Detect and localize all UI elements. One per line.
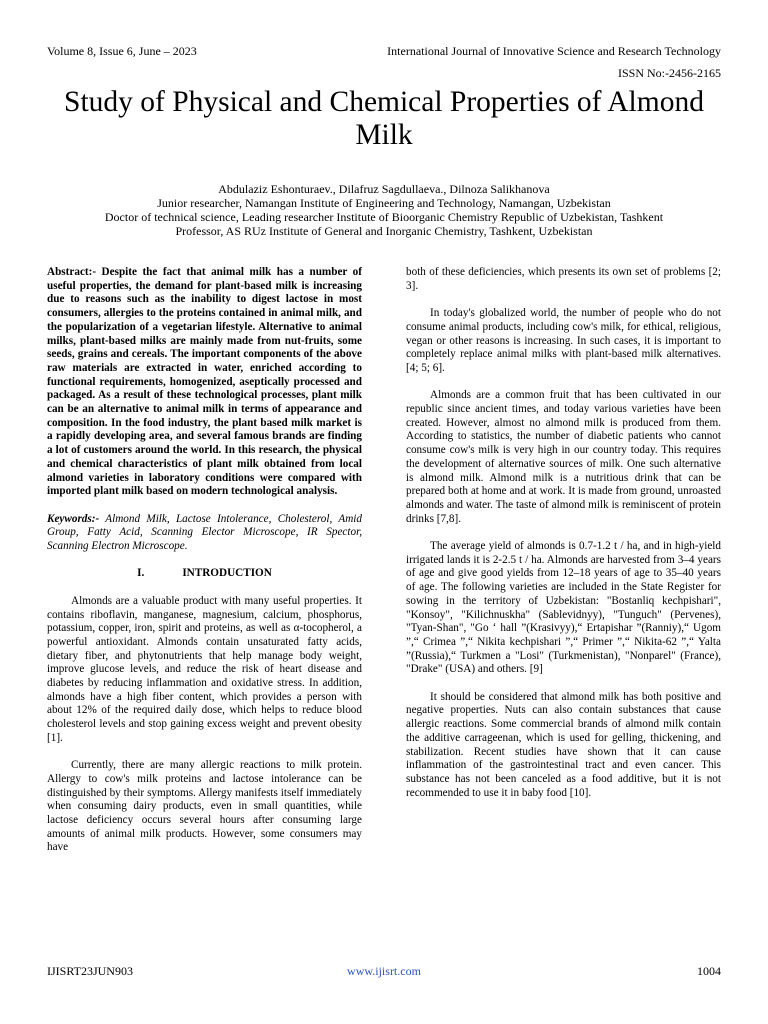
abstract: Abstract:- Despite the fact that animal milk has a number of useful properties, the demand for plant-based milk is increasing due to reasons such as the inability to digest lactose in most consumers, allergies to the proteins contained in animal milk, and the popularization of a vegetarian lifestyle. Alternative to animal milks, plant-based milks are mainly made from nut-fruits, some seeds, grains and cereals. The important components of the above raw materials are extracted in water, enriched according to functional requirements, homogenized, aseptically processed and packaged. As a result of these technological processes, plant milk can be an alternative to animal milk in terms of appearance and composition. In the food industry, the plant based milk market is a rapidly developing area, and several famous brands are finding a lot of customers around the world. In this research, the physical and chemical characteristics of plant milk obtained from local almond varieties in laboratory conditions were compared with imported plant milk based on modern technological analysis. — [47, 266, 362, 498]
keywords-label: Keywords:- — [47, 512, 100, 525]
issn: ISSN No:-2456-2165 — [617, 66, 721, 80]
paper-code: IJISRT23JUN903 — [47, 964, 133, 978]
keywords-text: Almond Milk, Lactose Intolerance, Cholesterol, Amid Group, Fatty Acid, Scanning Elector Microscope, IR Spector, Scanning Electron Microscope. — [47, 512, 362, 553]
affiliation-2: Doctor of technical science, Leading researcher Institute of Bioorganic Chemistry Republic of Uzbekistan, Tashkent — [104, 210, 664, 224]
right-column — [406, 266, 721, 814]
section-number: I. — [137, 567, 145, 580]
affiliation-1: Junior researcher, Namangan Institute of Engineering and Technology, Namangan, Uzbekistan — [157, 196, 611, 210]
paragraph: In today's globalized world, the number of people who do not consume animal products, including cow's milk, for ethical, religious, vegan or other reasons is increasing. In such cases, it is important to completely replace animal milks with plant-based milk alternatives. [4; 5; 6]. — [406, 307, 721, 374]
author-names: Abdulaziz Eshonturaev., Dilafruz Sagdullaeva., Dilnoza Salikhanova — [218, 182, 550, 196]
paragraph: The average yield of almonds is 0.7-1.2 t / ha, and in high-yield irrigated lands it is 2-2.5 t / ha. Almonds are harvested from 3–4 years of age and give good yields from 12–18 years of age to 35–40 years of age. The following varieties are included in the State Register for sowing in the territory of Uzbekistan: "Bostanliq kechpishari", "Konsoy", "Kilichnuskha" (Sablevidnyy), "Tunguch" (Pervenes), "Tyan-Shan", "Go ‘ hall ”(Krasivyy),“ Ertapishar ”(Ranniy),“ Ugom ”,“ Crimea ”,“ Nikita kechpishari ”,“ Primer ”,“ Nikita-62 ”,“ Yalta ”(Russia),“ Turkmen a "Losi" (Turkmenistan), "Nonparel" (France), "Drake" (USA) and others. [9] — [406, 540, 721, 676]
left-column — [47, 266, 362, 869]
keywords — [47, 513, 362, 554]
journal-name: International Journal of Innovative Science and Research Technology — [387, 44, 721, 58]
author-block — [40, 182, 728, 238]
website-link[interactable]: www.ijisrt.com — [347, 964, 421, 978]
paragraph: both of these deficiencies, which presents its own set of problems [2; 3]. — [406, 266, 721, 292]
section-heading — [47, 567, 362, 581]
paper-title: Study of Physical and Chemical Properties of Almond Milk — [64, 86, 704, 151]
page-number: 1004 — [697, 964, 721, 978]
paragraph: Almonds are a valuable product with many useful properties. It contains riboflavin, manganese, magnesium, calcium, phosphorus, potassium, copper, iron, spirit and proteins, as well as α-tocopherol, a powerful antioxidant. Almonds contain unsaturated fatty acids, dietary fiber, and phytonutrients that help manage body weight, improve glucose levels, and reduce the risk of heart disease and diabetes by reducing inflammation and oxidative stress. In addition, almonds have a high fiber content, which provides a person with about 12% of the required daily dose, which helps to reduce blood cholesterol levels and stop gaining excess weight and prevent obesity [1]. — [47, 594, 362, 744]
section-title: INTRODUCTION — [182, 567, 272, 580]
paragraph: Currently, there are many allergic reactions to milk protein. Allergy to cow's milk proteins and lactose intolerance can be distinguished by their symptoms. Allergy manifests itself immediately when consuming dairy products, even in small quantities, while lactose deficiency occurs several hours after consuming large amounts of animal milk products. However, some consumers may have — [47, 759, 362, 854]
paragraph: It should be considered that almond milk has both positive and negative properties. Nuts can also contain substances that cause allergic reactions. Some commercial brands of almond milk contain the additive carrageenan, which is used for gelling, thickening, and stabilization. Recent studies have shown that it can cause inflammation of the gastrointestinal tract and even cancer. This substance has not been canceled as a food additive, but it is not recommended to use it in baby food [10]. — [406, 690, 721, 799]
paragraph: Almonds are a common fruit that has been cultivated in our republic since ancient times, and today various varieties have been created. However, almost no almond milk is produced from them. According to statistics, the number of diabetic patients who cannot consume cow's milk is very high in our country today. This requires the development of alternative sources of milk. One such alternative is almond milk. Almond milk is a nutritious drink that can be prepared both at home and at work. It is made from ground, unroasted almonds and water. The taste of almond milk is reminiscent of protein drinks [7,8]. — [406, 389, 721, 525]
affiliation-3: Professor, AS RUz Institute of General and Inorganic Chemistry, Tashkent, Uzbekistan — [175, 224, 593, 238]
volume-info: Volume 8, Issue 6, June – 2023 — [47, 44, 197, 58]
